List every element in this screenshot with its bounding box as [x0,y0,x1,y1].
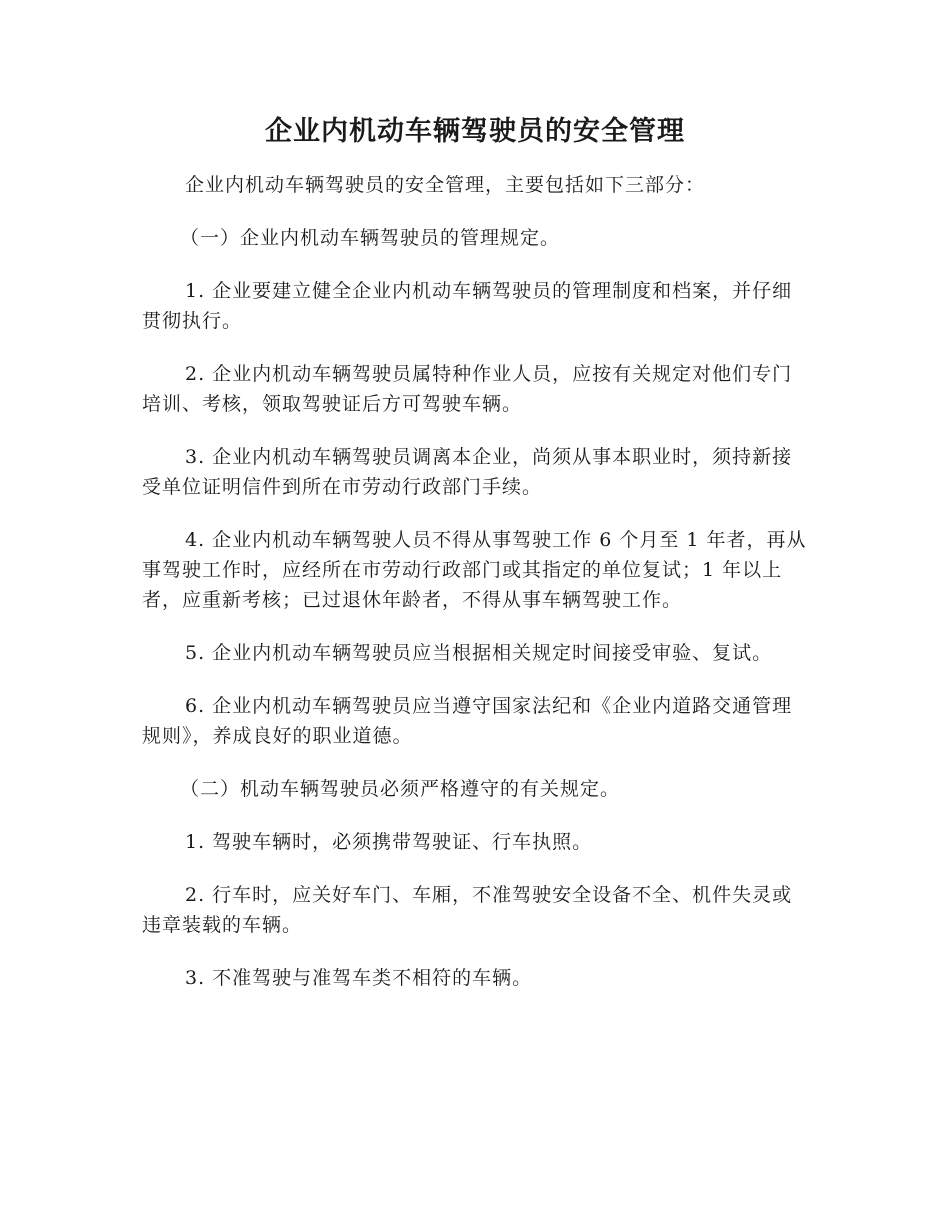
section-heading-1: （一）企业内机动车辆驾驶员的管理规定。 [180,227,561,249]
rule-paragraph: 2. 企业内机动车辆驾驶员属特种作业人员，应按有关规定对他们专门培训、考核，领取驾驶证后方可驾驶车辆。 [142,363,793,415]
rule-paragraph: 4. 企业内机动车辆驾驶人员不得从事驾驶工作 6 个月至 1 年者，再从事驾驶工作时，应经所在市劳动行政部门或其指定的单位复试；1 年以上者，应重新考核；已过退休年龄者，不得从事车辆驾驶工作。 [142,529,807,611]
rule-paragraph: 1. 驾驶车辆时，必须携带驾驶证、行车执照。 [185,831,593,853]
rule-paragraph: 6. 企业内机动车辆驾驶员应当遵守国家法纪和《企业内道路交通管理规则》，养成良好的职业道德。 [142,695,793,747]
section-heading-2: （二）机动车辆驾驶员必须严格遵守的有关规定。 [180,778,621,800]
rule-paragraph: 3. 企业内机动车辆驾驶员调离本企业，尚须从事本职业时，须持新接受单位证明信件到所在市劳动行政部门手续。 [142,446,793,498]
rule-paragraph: 3. 不准驾驶与准驾车类不相符的车辆。 [185,967,533,989]
intro-paragraph: 企业内机动车辆驾驶员的安全管理，主要包括如下三部分： [185,174,706,196]
rule-paragraph: 1. 企业要建立健全企业内机动车辆驾驶员的管理制度和档案，并仔细贯彻执行。 [142,280,793,332]
document-title: 企业内机动车辆驾驶员的安全管理 [265,116,685,147]
rule-paragraph: 2. 行车时，应关好车门、车厢，不准驾驶安全设备不全、机件失灵或违章装载的车辆。 [142,884,793,936]
rule-paragraph: 5. 企业内机动车辆驾驶员应当根据相关规定时间接受审验、复试。 [185,642,773,664]
document-page [142,108,808,1016]
